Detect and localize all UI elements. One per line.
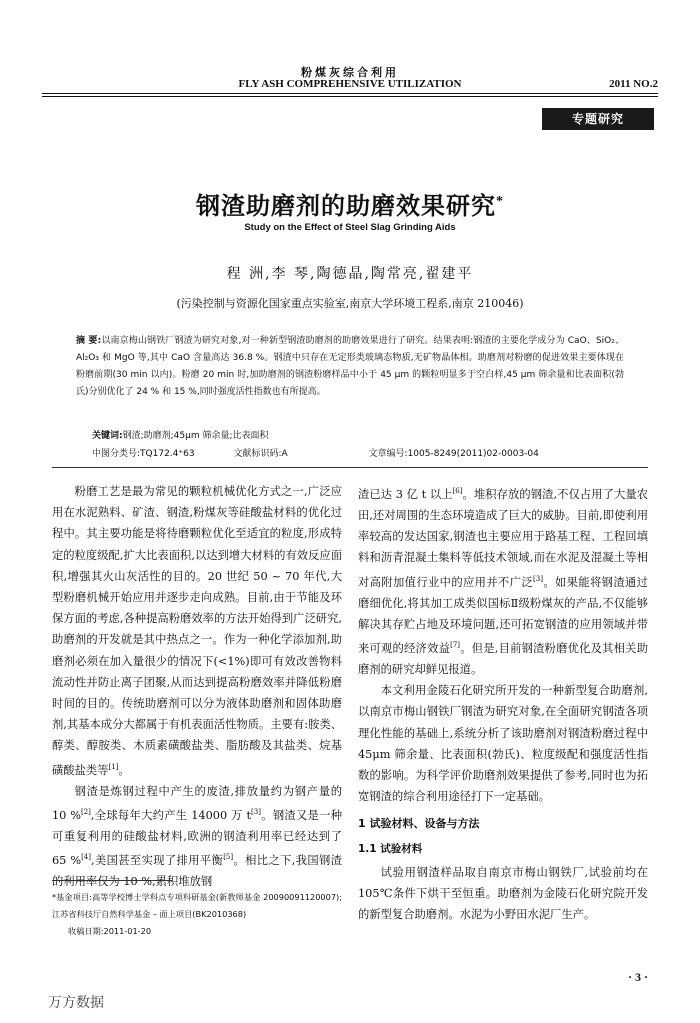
journal-title-cn: 粉煤灰综合利用: [301, 66, 399, 79]
body-text: 钢渣是炼钢过程中产生的废渣,排放量约为钢产量的 10 %: [52, 784, 342, 822]
section-badge: 专题研究: [542, 108, 654, 130]
title-footnote-mark: *: [496, 194, 504, 209]
left-column: [52, 481, 342, 892]
body-paragraph: 试验用钢渣样品取自南京市梅山钢铁厂,试验前均在105℃条件下烘干至恒重。助磨剂为金陵石化研究院开发的新型复合助磨剂。水泥为小野田水泥厂生产。: [358, 865, 648, 922]
abstract-label: 摘 要:: [76, 336, 102, 346]
classification-line: [92, 446, 632, 459]
footnote: [52, 889, 342, 940]
header-rule-thin: [42, 96, 658, 97]
body-paragraph: [52, 781, 342, 893]
body-text: 。相比之下,我国钢渣的利用率仅为 10 %,累积堆放钢: [52, 853, 342, 888]
paper-title: [0, 186, 700, 221]
right-column: [358, 481, 648, 925]
author-list: 程 洲,李 琴,陶德晶,陶常亮,翟建平: [226, 266, 474, 282]
document-code: 文献标识码:A: [233, 449, 288, 459]
abstract: [76, 333, 624, 401]
body-text: 。: [118, 763, 130, 777]
article-number: 文章编号:1005-8249(2011)02-0003-04: [368, 449, 539, 459]
body-text: ,全球每年大约产生 14000 万 t: [90, 808, 252, 822]
body-text: 渣已达 3 亿 t 以上: [358, 487, 453, 501]
body-paragraph: 本文利用金陵石化研究所开发的一种新型复合助磨剂,以南京市梅山钢铁厂钢渣为研究对象,在全面研究钢渣各项理化性能的基础上,系统分析了该助磨剂对钢渣粉磨过程中45μm 筛余量、比表面积(勃氏)、粒度级配和强度活性指数的影响。为科学评价助磨剂效果提供了参考,同时也为拓宽钢渣的综合利用途径打下一定基础。: [358, 684, 648, 804]
citation: [1]: [108, 762, 119, 771]
body-text: 。如果能将钢渣通过磨细优化,将其加工成类似国标Ⅱ级粉煤灰的产品,不仅能够解决其存贮占地及环境问题,还可拓宽钢渣的应用领域并带来可观的经济效益: [358, 575, 648, 655]
journal-title-en: FLY ASH COMPREHENSIVE UTILIZATION: [238, 78, 462, 90]
watermark: 万方数据: [48, 995, 104, 1011]
affiliation: (污染控制与资源化国家重点实验室,南京大学环境工程系,南京 210046): [176, 297, 524, 310]
body-text: ,美国甚至实现了排用平衡: [90, 853, 224, 867]
body-text: 。堆积存放的钢渣,不仅占用了大量农田,还对周围的生态环境造成了巨大的威胁。目前,即使利用率较高的发达国家,钢渣也主要应用于路基工程、工程回填料和沥青混凝土集料等低技术领域,而在水泥及混凝土等相对高附加值行业中的应用并不广泛: [358, 487, 648, 589]
issue-label: 2011 NO.2: [609, 78, 658, 90]
subsection-heading: 1.1 试验材料: [358, 842, 423, 855]
citation: [5]: [223, 852, 234, 861]
clc-number: 中图分类号:TQ172.4⁺63: [92, 449, 195, 459]
citation: [6]: [452, 487, 463, 495]
received-date: 收稿日期:2011-01-20: [68, 926, 152, 936]
citation: [3]: [533, 574, 543, 583]
body-text: 。钢渣又是一种可重复利用的硅酸盐材料,欧洲的钢渣利用率已经达到了 65 %: [52, 808, 342, 867]
body-text: 。但是,目前钢渣粉磨优化及其相关助磨剂的研究却鲜见报道。: [358, 641, 648, 676]
paper-title-text: 钢渣助磨剂的助磨效果研究: [196, 192, 496, 220]
footnote-rule: [52, 880, 172, 881]
keywords: [92, 428, 269, 441]
body-paragraph: [52, 481, 342, 781]
body-paragraph: [358, 481, 648, 680]
body-text: 粉磨工艺是最为常见的颗粒机械优化方式之一,广泛应用在水泥熟料、矿渣、钢渣,粉煤灰等硅酸盐材料的优化过程中。其主要功能是将待磨颗粒优化至适宜的粒度,形成特定的粒度级配,扩大比表面积,以达到增大材料的有效反应面积,增强其火山灰活性的目的。20 世纪 50 ~ 70 年代,大型粉磨机械开始应用并逐步走向成熟。目前,由于节能及环保方面的考虑,各种提高粉磨效率的方法开始得到广泛研究,助磨剂的开发就是其中热点之一。作为一种化学添加剂,助磨剂必须在加入量很少的情况下(<1%)即可有效改善物料流动性并防止离子团聚,从而达到提高粉磨效率并降低粉磨时间的目的。传统助磨剂可以分为液体助磨剂和固体助磨剂,其基本成分大都属于有机表面活性物质。主要有:胺类、醇类、醇胺类、木质素磺酸盐类、脂肪酸及其盐类、烷基磺酸盐类等: [52, 485, 342, 777]
paper-title-en: Study on the Effect of Steel Slag Grinding Aids: [244, 222, 456, 233]
keywords-label: 关键词:: [92, 431, 123, 441]
citation: [7]: [450, 640, 461, 649]
citation: [3]: [251, 807, 261, 816]
keywords-text: 钢渣;助磨剂;45μm 筛余量;比表面积: [122, 431, 269, 441]
abstract-separator: [52, 467, 648, 468]
citation: [4]: [81, 852, 91, 861]
citation: [2]: [80, 807, 91, 816]
header-rule: [42, 93, 658, 94]
abstract-text: 以南京梅山钢铁厂钢渣为研究对象,对一种新型钢渣助磨剂的助磨效果进行了研究。结果表明:钢渣的主要化学成分为 CaO、SiO₂、Al₂O₃ 和 MgO 等,其中 CaO 含量高达 36.8 %。钢渣中只存在无定形类玻璃态物质,无矿物晶体相。助磨剂对粉磨的促进效果主要体现在粉磨前期(30 min 以内)。粉磨 20 min 时,加助磨剂的钢渣粉磨样品中小于 45 μm 的颗粒明显多于空白样,45 μm 筛余量和比表面积(勃氏)分别优化了 24 % 和 15 %,同时强度活性指数也有所提高。: [76, 336, 625, 397]
page-number: · 3 ·: [627, 970, 648, 984]
funding-note: *基金项目:高等学校博士学科点专项科研基金(新教师基金 20090091120007);江苏省科技厅自然科学基金 – 面上项目(BK2010368): [52, 892, 342, 919]
section-heading: 1 试验材料、设备与方法: [358, 817, 480, 831]
